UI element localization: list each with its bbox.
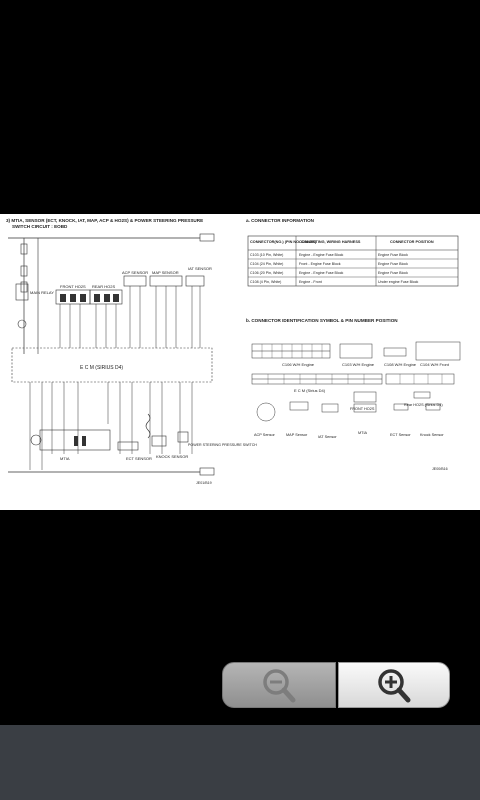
connector-table [248, 236, 458, 286]
table-cell: Under engine Fuse Block [378, 280, 419, 284]
connector-info-title: a. CONNECTOR INFORMATION [246, 218, 314, 223]
table-header-connector: CONNECTOR(NO.) (PIN NO. COLOR) [250, 240, 317, 244]
zoom-out-icon [257, 665, 301, 705]
table-header-harness: CONNECTING, WIRING HARNESS [299, 240, 361, 244]
table-cell: Engine Fuse Block [378, 262, 408, 266]
ps-switch-label: POWER STEERING PRESSURE SWITCH [188, 443, 257, 447]
bottom-bar [0, 725, 480, 800]
pin-position-title: b. CONNECTOR IDENTIFICATION SYMBOL & PIN NUMBER POSITION [246, 318, 398, 323]
ecm-label: E C M (SIRIUS D4) [80, 365, 124, 371]
c108-label: C108 W/H Engine [384, 362, 417, 367]
zoom-out-button[interactable] [222, 662, 336, 708]
mtia-connector-label: MTIA [358, 431, 368, 435]
zoom-controls [222, 662, 450, 708]
ecm-connector-label: E C M (Sirius D4) [294, 388, 326, 393]
table-cell: Engine - Engine Fuse Block [299, 253, 344, 257]
front-ho2s-label: FRONT HO2S [60, 284, 86, 289]
table-cell: Engine Fuse Block [378, 271, 408, 275]
map-sensor-label: MAP SENSOR [152, 270, 179, 275]
zoom-in-icon [372, 665, 416, 705]
table-cell: C104 (24 Pin, White) [250, 262, 284, 266]
knock-sensor-label: KNOCK SENSOR [156, 454, 189, 459]
ect-sensor-label: ECT SENSOR [126, 456, 152, 461]
right-code: JE00/B16 [432, 467, 448, 471]
acp-connector-label: ACP Sensor [254, 433, 275, 437]
table-cell: C108 (4 Pin, White) [250, 280, 282, 284]
iat-sensor-label: IAT SENSOR [188, 266, 212, 271]
c104-label: C104 W/H Front [420, 362, 449, 367]
ect-connector-label: ECT Sensor [390, 433, 411, 437]
c103-label: C103 W/H Engine [342, 362, 375, 367]
table-cell: Engine Fuse Block [378, 253, 408, 257]
table-cell: Front - Engine Fuse Block [299, 262, 341, 266]
rear-ho2s-label: REAR HO2S [92, 284, 116, 289]
document-page [0, 214, 480, 510]
table-header-position: CONNECTOR POSITION [390, 240, 434, 244]
left-code: JE01/B19 [196, 481, 212, 485]
acp-sensor-label: ACP SENSOR [122, 270, 149, 275]
c106-label: C106 W/H Engine [282, 362, 315, 367]
table-cell: Engine - Front [299, 280, 322, 284]
zoom-in-button[interactable] [338, 662, 450, 708]
table-cell: C106 (20 Pin, White) [250, 271, 284, 275]
knock-connector-label: Knock Sensor [420, 433, 444, 437]
rear-ho2s-connector-label: Rear HO2S (Sirius D4) [404, 403, 443, 407]
table-cell: C103 (10 Pin, White) [250, 253, 284, 257]
wiring-diagram [0, 214, 480, 510]
iat-connector-label: IAT Sensor [318, 435, 337, 439]
front-ho2s-connector-label: FRONT HO2S [350, 407, 375, 411]
main-relay-label: MAIN RELAY [30, 290, 54, 295]
left-title-2: SWITCH CIRCUIT : EOBD [12, 224, 68, 229]
map-connector-label: MAP Sensor [286, 433, 308, 437]
mtia-label: MTIA [60, 456, 70, 461]
table-cell: Engine - Engine Fuse Block [299, 271, 344, 275]
left-title-1: 3) MTIA, SENSOR (ECT, KNOCK, IAT, MAP, ACP & HO2S) & POWER STEERING PRESSURE [6, 218, 204, 223]
